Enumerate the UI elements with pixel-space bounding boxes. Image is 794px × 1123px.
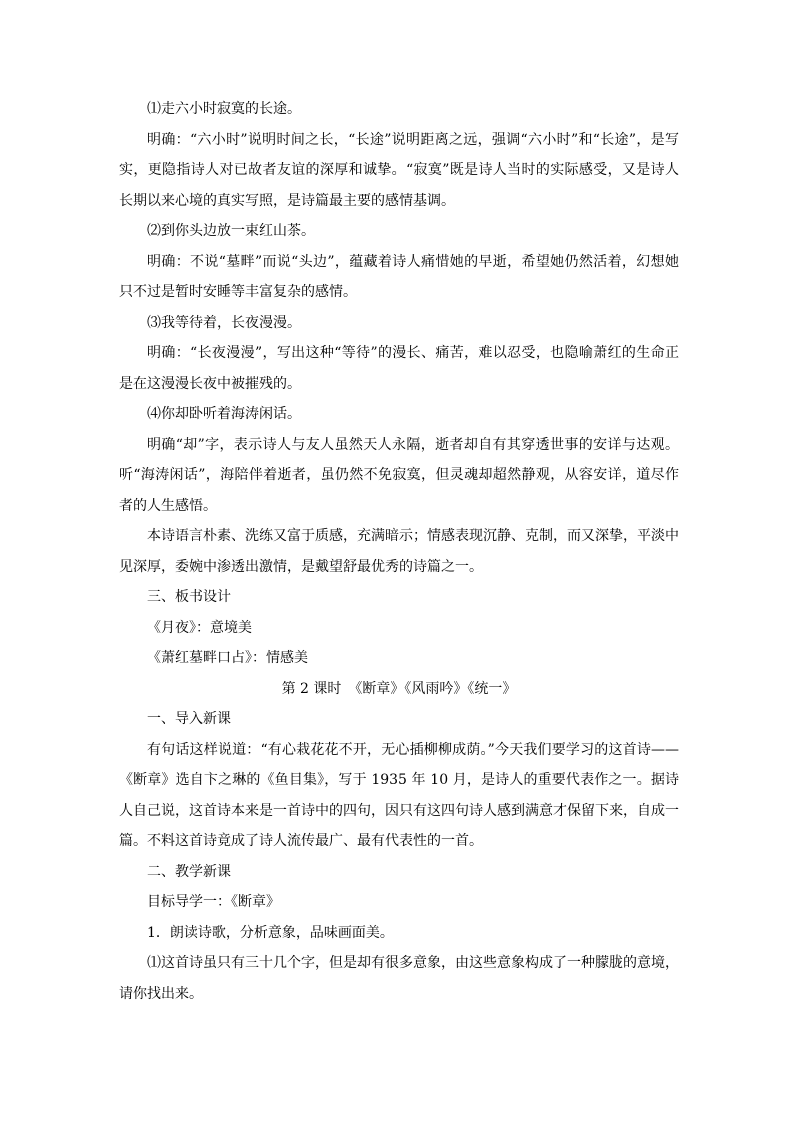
board-item-yueye: 《月夜》：意境美 [147, 619, 252, 636]
task-question-1: ⑴这首诗虽只有三十几个字，但是却有很多意象，由这些意象构成了一种朦胧的意境，请你找出来。 [119, 955, 679, 1002]
paragraph-q2: ⑵到你头边放一束红山茶。 [147, 223, 315, 239]
section-heading-board-design: 三、板书设计 [147, 589, 231, 605]
paragraph-answer-3: 明确：“长夜漫漫”，写出这种“等待”的漫长、痛苦，难以忍受，也隐喻萧红的生命正是在这漫漫长夜中被摧残的。 [119, 345, 679, 392]
task-item-1: 1．朗读诗歌，分析意象，品味画面美。 [147, 924, 394, 941]
paragraph-answer-2: 明确：不说“墓畔”而说“头边”，蕴藏着诗人痛惜她的早逝，希望她仍然活着，幻想她只不过是暂时安睡等丰富复杂的感情。 [119, 253, 679, 300]
section-heading-teaching: 二、教学新课 [147, 863, 231, 880]
board-item-xiaohong: 《萧红墓畔口占》：情感美 [147, 650, 308, 666]
paragraph-summary: 本诗语言朴素、洗练又富于质感，充满暗示；情感表现沉静、克制，而又深挚，平淡中见深厚，委婉中渗透出激情，是戴望舒最优秀的诗篇之一。 [119, 528, 679, 575]
section-heading-intro: 一、导入新课 [147, 711, 231, 727]
paragraph-q1: ⑴走六小时寂寞的长途。 [147, 101, 301, 117]
goal-heading-duanzhang: 目标导学一：《断章》 [147, 894, 280, 910]
paragraph-q4: ⑷你却卧听着海涛闲话。 [147, 406, 301, 422]
lesson-title: 第 2 课时 《断章》《风雨吟》《统一》 [281, 680, 517, 697]
paragraph-q3: ⑶我等待着，长夜漫漫。 [147, 314, 301, 331]
document-page [119, 94, 679, 1009]
paragraph-answer-1: 明确：“六小时”说明时间之长，“长途”说明距离之远，强调“六小时”和“长途”，是写实，更隐指诗人对已故者友谊的深厚和诚挚。“寂寞”既是诗人当时的实际感受，又是诗人长期以来心境的真实写照，是诗篇最主要的感情基调。 [119, 131, 679, 209]
paragraph-answer-4: 明确“却”字，表示诗人与友人虽然天人永隔，逝者却自有其穿透世事的安详与达观。听“海涛闲话”，海陪伴着逝者，虽仍然不免寂寞，但灵魂却超然静观，从容安详，道尽作者的人生感悟。 [119, 436, 679, 514]
paragraph-intro: 有句话这样说道：“有心栽花花不开，无心插柳柳成荫。”今天我们要学习的这首诗——《断章》选自卞之琳的《鱼目集》，写于 1935 年 10 月，是诗人的重要代表作之一。据诗人自己说，这首诗本来是一首诗中的四句，因只有这四句诗人感到满意才保留下来，自成一篇。不料这首诗竟成了诗人流传最广、最有代表性的一首。 [119, 741, 679, 849]
